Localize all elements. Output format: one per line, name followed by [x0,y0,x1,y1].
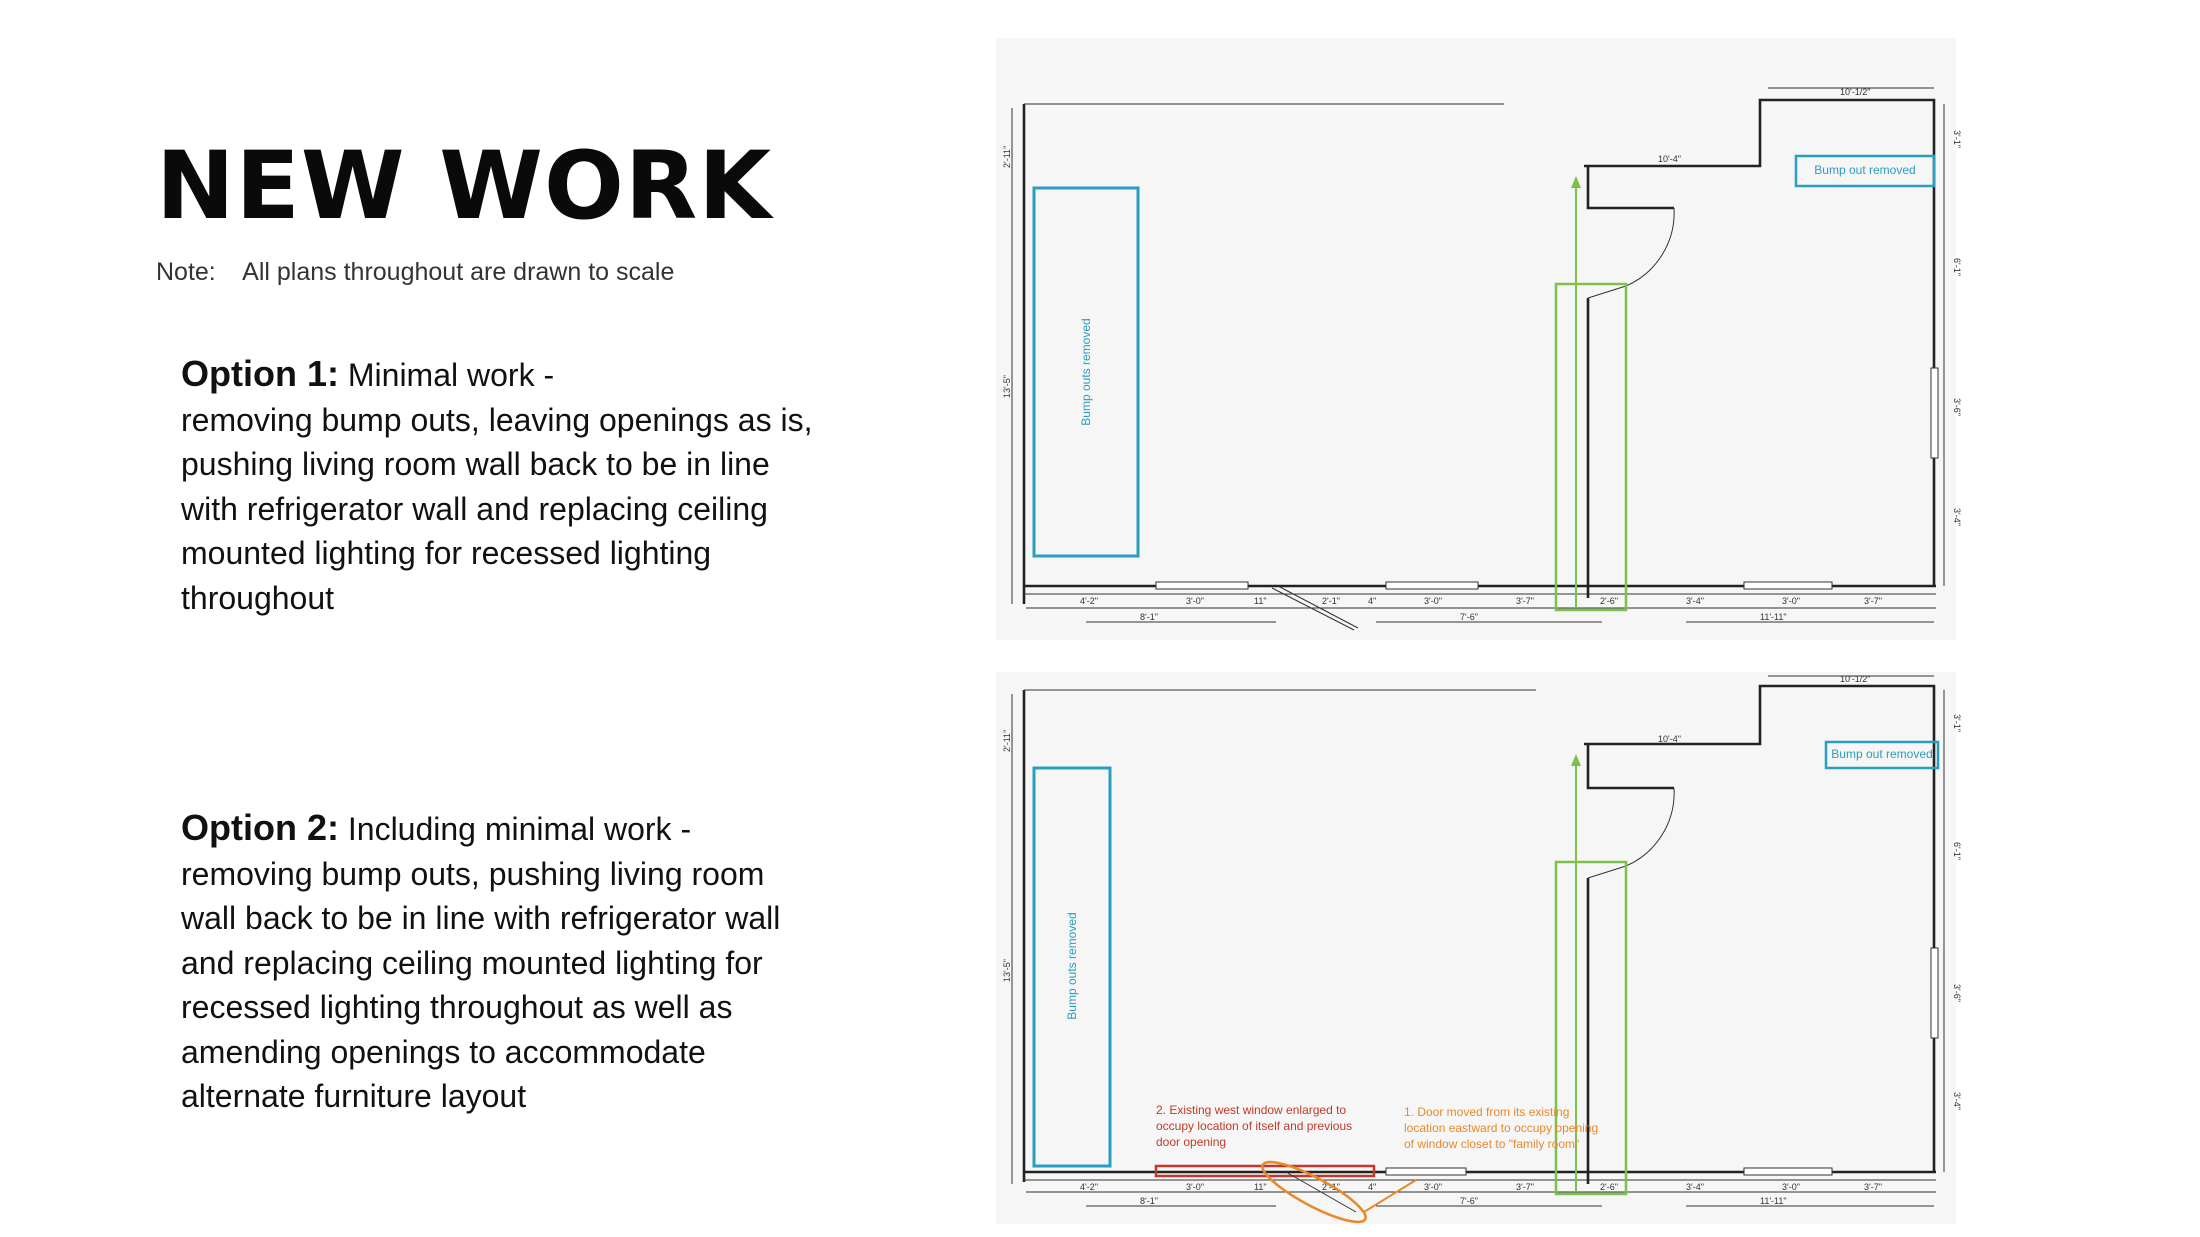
dim-right-4: 3'-4" [1952,508,1962,526]
dim-left-upper: 2'-11" [1002,729,1012,752]
page-title: NEW WORK [156,132,773,241]
option-1-description [181,352,881,620]
option-1-line-2: pushing living room wall back to be in line [181,446,770,482]
dim-total-1: 7'-6" [1460,612,1478,622]
option-2-line-6: alternate furniture layout [181,1078,527,1114]
dim-bottom-10: 3'-7" [1864,596,1882,606]
option-2-line-4: recessed lighting throughout as well as [181,989,733,1025]
window-right [1931,948,1938,1038]
option-2-description [181,806,881,1119]
dim-right-1: 3'-1" [1952,130,1962,148]
door-swing [1626,788,1674,866]
dim-bottom-9: 3'-0" [1782,1182,1800,1192]
dim-right-2: 6'-1" [1952,842,1962,860]
option-1-line-3: with refrigerator wall and replacing ceiling [181,490,768,527]
option-2-line-5: amending openings to accommodate [181,1033,706,1070]
dim-total-2: 11'-11" [1760,612,1787,622]
option-1-line-1: removing bump outs, leaving openings as is, [181,401,813,438]
floor-plan-option-2-drawing [996,672,1962,1224]
west-window-note-line-0: 2. Existing west window enlarged to [1156,1103,1347,1117]
door-swing [1626,208,1674,286]
west-window-note-line-1: occupy location of itself and previous [1156,1119,1353,1133]
floor-plan-option-1-drawing [996,38,1962,640]
dim-total-0: 8'-1" [1140,1196,1158,1206]
dim-total-0: 8'-1" [1140,612,1158,622]
option-1-line-0: Minimal work - [347,357,555,393]
option-2-line-0: Including minimal work - [347,811,692,847]
dim-bottom-2: 11" [1254,1182,1267,1192]
dim-bottom-2: 11" [1254,596,1267,606]
dim-bottom-4: 4" [1368,596,1377,606]
dim-left-main: 13'-5" [1002,375,1012,398]
dim-right-3: 3'-6" [1952,398,1962,416]
door-moved-note-line-2: of window closet to "family room" [1404,1137,1580,1151]
dim-left-main: 13'-5" [1002,959,1012,982]
floor-plan-option-1 [996,38,1962,640]
bump-out-removed-label: Bump out removed [1831,747,1933,762]
arrow-up-icon [1571,176,1581,188]
window-east [1744,1168,1832,1175]
scale-note: Note: All plans throughout are drawn to scale [156,258,675,286]
dim-bottom-3: 2'-1" [1322,596,1340,606]
option-1-label: Option 1: [181,353,339,394]
bump-outs-removed-label: Bump outs removed [1079,318,1093,426]
dim-right-1: 3'-1" [1952,714,1962,732]
door-moved-note-line-1: location eastward to occupy opening [1404,1121,1599,1135]
option-2-label: Option 2: [181,807,339,848]
door-moved-note-line-0: 1. Door moved from its existing [1404,1105,1570,1119]
window-west [1156,582,1248,589]
bump-outs-removed-label: Bump outs removed [1065,912,1079,1020]
dim-bottom-7: 2'-6" [1600,1182,1618,1192]
west-window-note-line-2: door opening [1156,1135,1227,1149]
dim-bottom-5: 3'-0" [1424,596,1442,606]
dim-bottom-1: 3'-0" [1186,596,1204,606]
bump-out-removed-label: Bump out removed [1814,163,1916,178]
dim-right-3: 3'-6" [1952,984,1962,1002]
dim-top-right: 10'-1/2" [1840,674,1871,684]
closet-wall [1588,744,1674,788]
window-center [1386,582,1478,589]
window-right [1931,368,1938,458]
dim-bottom-8: 3'-4" [1686,1182,1704,1192]
dim-right-2: 6'-1" [1952,258,1962,276]
dim-closet-top: 10'-4" [1658,154,1681,164]
option-1-line-5: throughout [181,579,335,616]
arrow-up-icon [1571,754,1581,766]
option-2-line-2: wall back to be in line with refrigerator wall [181,900,781,936]
window-east [1744,582,1832,589]
window-center [1386,1168,1466,1175]
dim-bottom-6: 3'-7" [1516,1182,1534,1192]
dim-bottom-7: 2'-6" [1600,596,1618,606]
dim-bottom-5: 3'-0" [1424,1182,1442,1192]
option-2-line-1: removing bump outs, pushing living room [181,855,765,892]
new-wall-location [1556,284,1626,610]
dim-bottom-10: 3'-7" [1864,1182,1882,1192]
dim-bottom-4: 4" [1368,1182,1377,1192]
option-2-line-3: and replacing ceiling mounted lighting for [181,944,763,981]
dim-top-right: 10'-1/2" [1840,87,1871,97]
door-moved-note [1404,1105,1601,1151]
west-window-note [1156,1103,1355,1149]
dim-total-2: 11'-11" [1760,1196,1787,1206]
dim-bottom-1: 3'-0" [1186,1182,1204,1192]
dim-closet-top: 10'-4" [1658,734,1681,744]
floor-plan-option-2 [996,672,1962,1224]
dim-bottom-0: 4'-2" [1080,1182,1098,1192]
dim-bottom-6: 3'-7" [1516,596,1534,606]
closet-wall [1588,166,1674,208]
dim-right-4: 3'-4" [1952,1092,1962,1110]
dim-bottom-8: 3'-4" [1686,596,1704,606]
dim-left-upper: 2'-11" [1002,145,1012,168]
dim-bottom-9: 3'-0" [1782,596,1800,606]
dim-total-1: 7'-6" [1460,1196,1478,1206]
option-1-line-4: mounted lighting for recessed lighting [181,535,712,571]
dim-bottom-0: 4'-2" [1080,596,1098,606]
dim-bottom-3: 2'-1" [1322,1182,1340,1192]
